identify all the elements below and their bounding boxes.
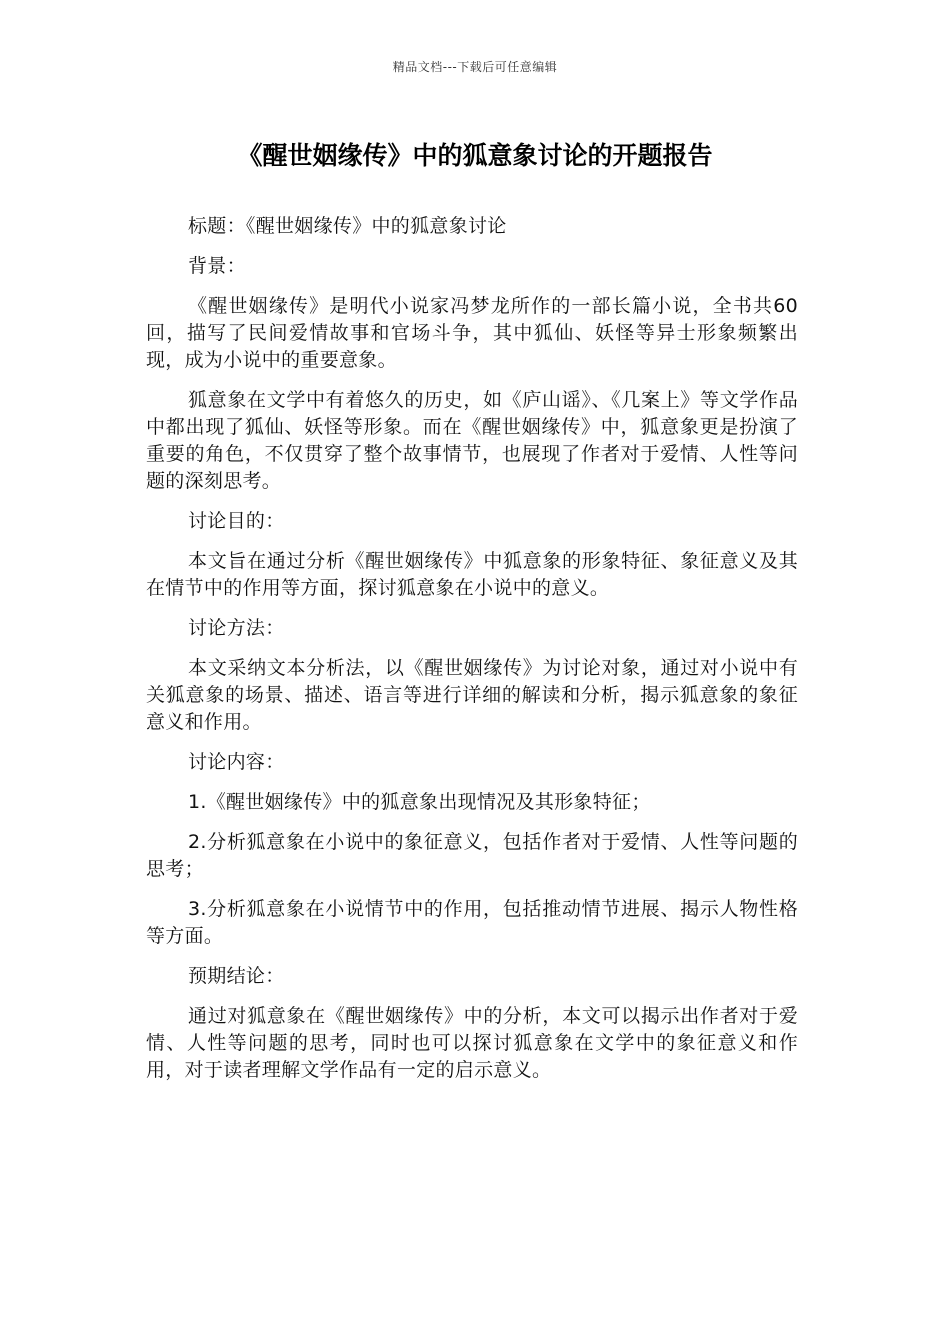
heading-method: 讨论方法： [188, 617, 285, 639]
heading-purpose: 讨论目的： [188, 510, 285, 532]
heading-background: 背景： [188, 255, 246, 277]
paragraph-background-1: 《醒世姻缘传》是明代小说家冯梦龙所作的一部长篇小说，全书共60回，描写了民间爱情故事和官场斗争，其中狐仙、妖怪等异士形象频繁出现，成为小说中的重要意象。 [146, 295, 798, 371]
heading-content: 讨论内容： [188, 751, 285, 773]
header-note: 精品文档---下载后可任意编辑 [392, 60, 558, 74]
heading-conclusion: 预期结论： [188, 965, 285, 987]
content-item-2: 2.分析狐意象在小说中的象征意义，包括作者对于爱情、人性等问题的思考； [146, 831, 798, 880]
content-item-1: 1.《醒世姻缘传》中的狐意象出现情况及其形象特征； [188, 791, 651, 813]
document-body [146, 213, 798, 1097]
paragraph-conclusion: 通过对狐意象在《醒世姻缘传》中的分析，本文可以揭示出作者对于爱情、人性等问题的思考，同时也可以探讨狐意象在文学中的象征意义和作用，对于读者理解文学作品有一定的启示意义。 [146, 1005, 798, 1081]
paragraph-purpose: 本文旨在通过分析《醒世姻缘传》中狐意象的形象特征、象征意义及其在情节中的作用等方面，探讨狐意象在小说中的意义。 [146, 550, 798, 599]
content-item-3: 3.分析狐意象在小说情节中的作用，包括推动情节进展、揭示人物性格等方面。 [146, 898, 798, 947]
paragraph-method: 本文采纳文本分析法，以《醒世姻缘传》为讨论对象，通过对小说中有关狐意象的场景、描述、语言等进行详细的解读和分析，揭示狐意象的象征意义和作用。 [146, 657, 798, 733]
document-title: 《醒世姻缘传》中的狐意象讨论的开题报告 [237, 141, 713, 170]
paragraph-background-2: 狐意象在文学中有着悠久的历史，如《庐山谣》、《几案上》等文学作品中都出现了狐仙、妖怪等形象。而在《醒世姻缘传》中，狐意象更是扮演了重要的角色，不仅贯穿了整个故事情节，也展现了作者对于爱情、人性等问题的深刻思考。 [146, 389, 798, 492]
paragraph-subject: 标题：《醒世姻缘传》中的狐意象讨论 [188, 215, 507, 237]
